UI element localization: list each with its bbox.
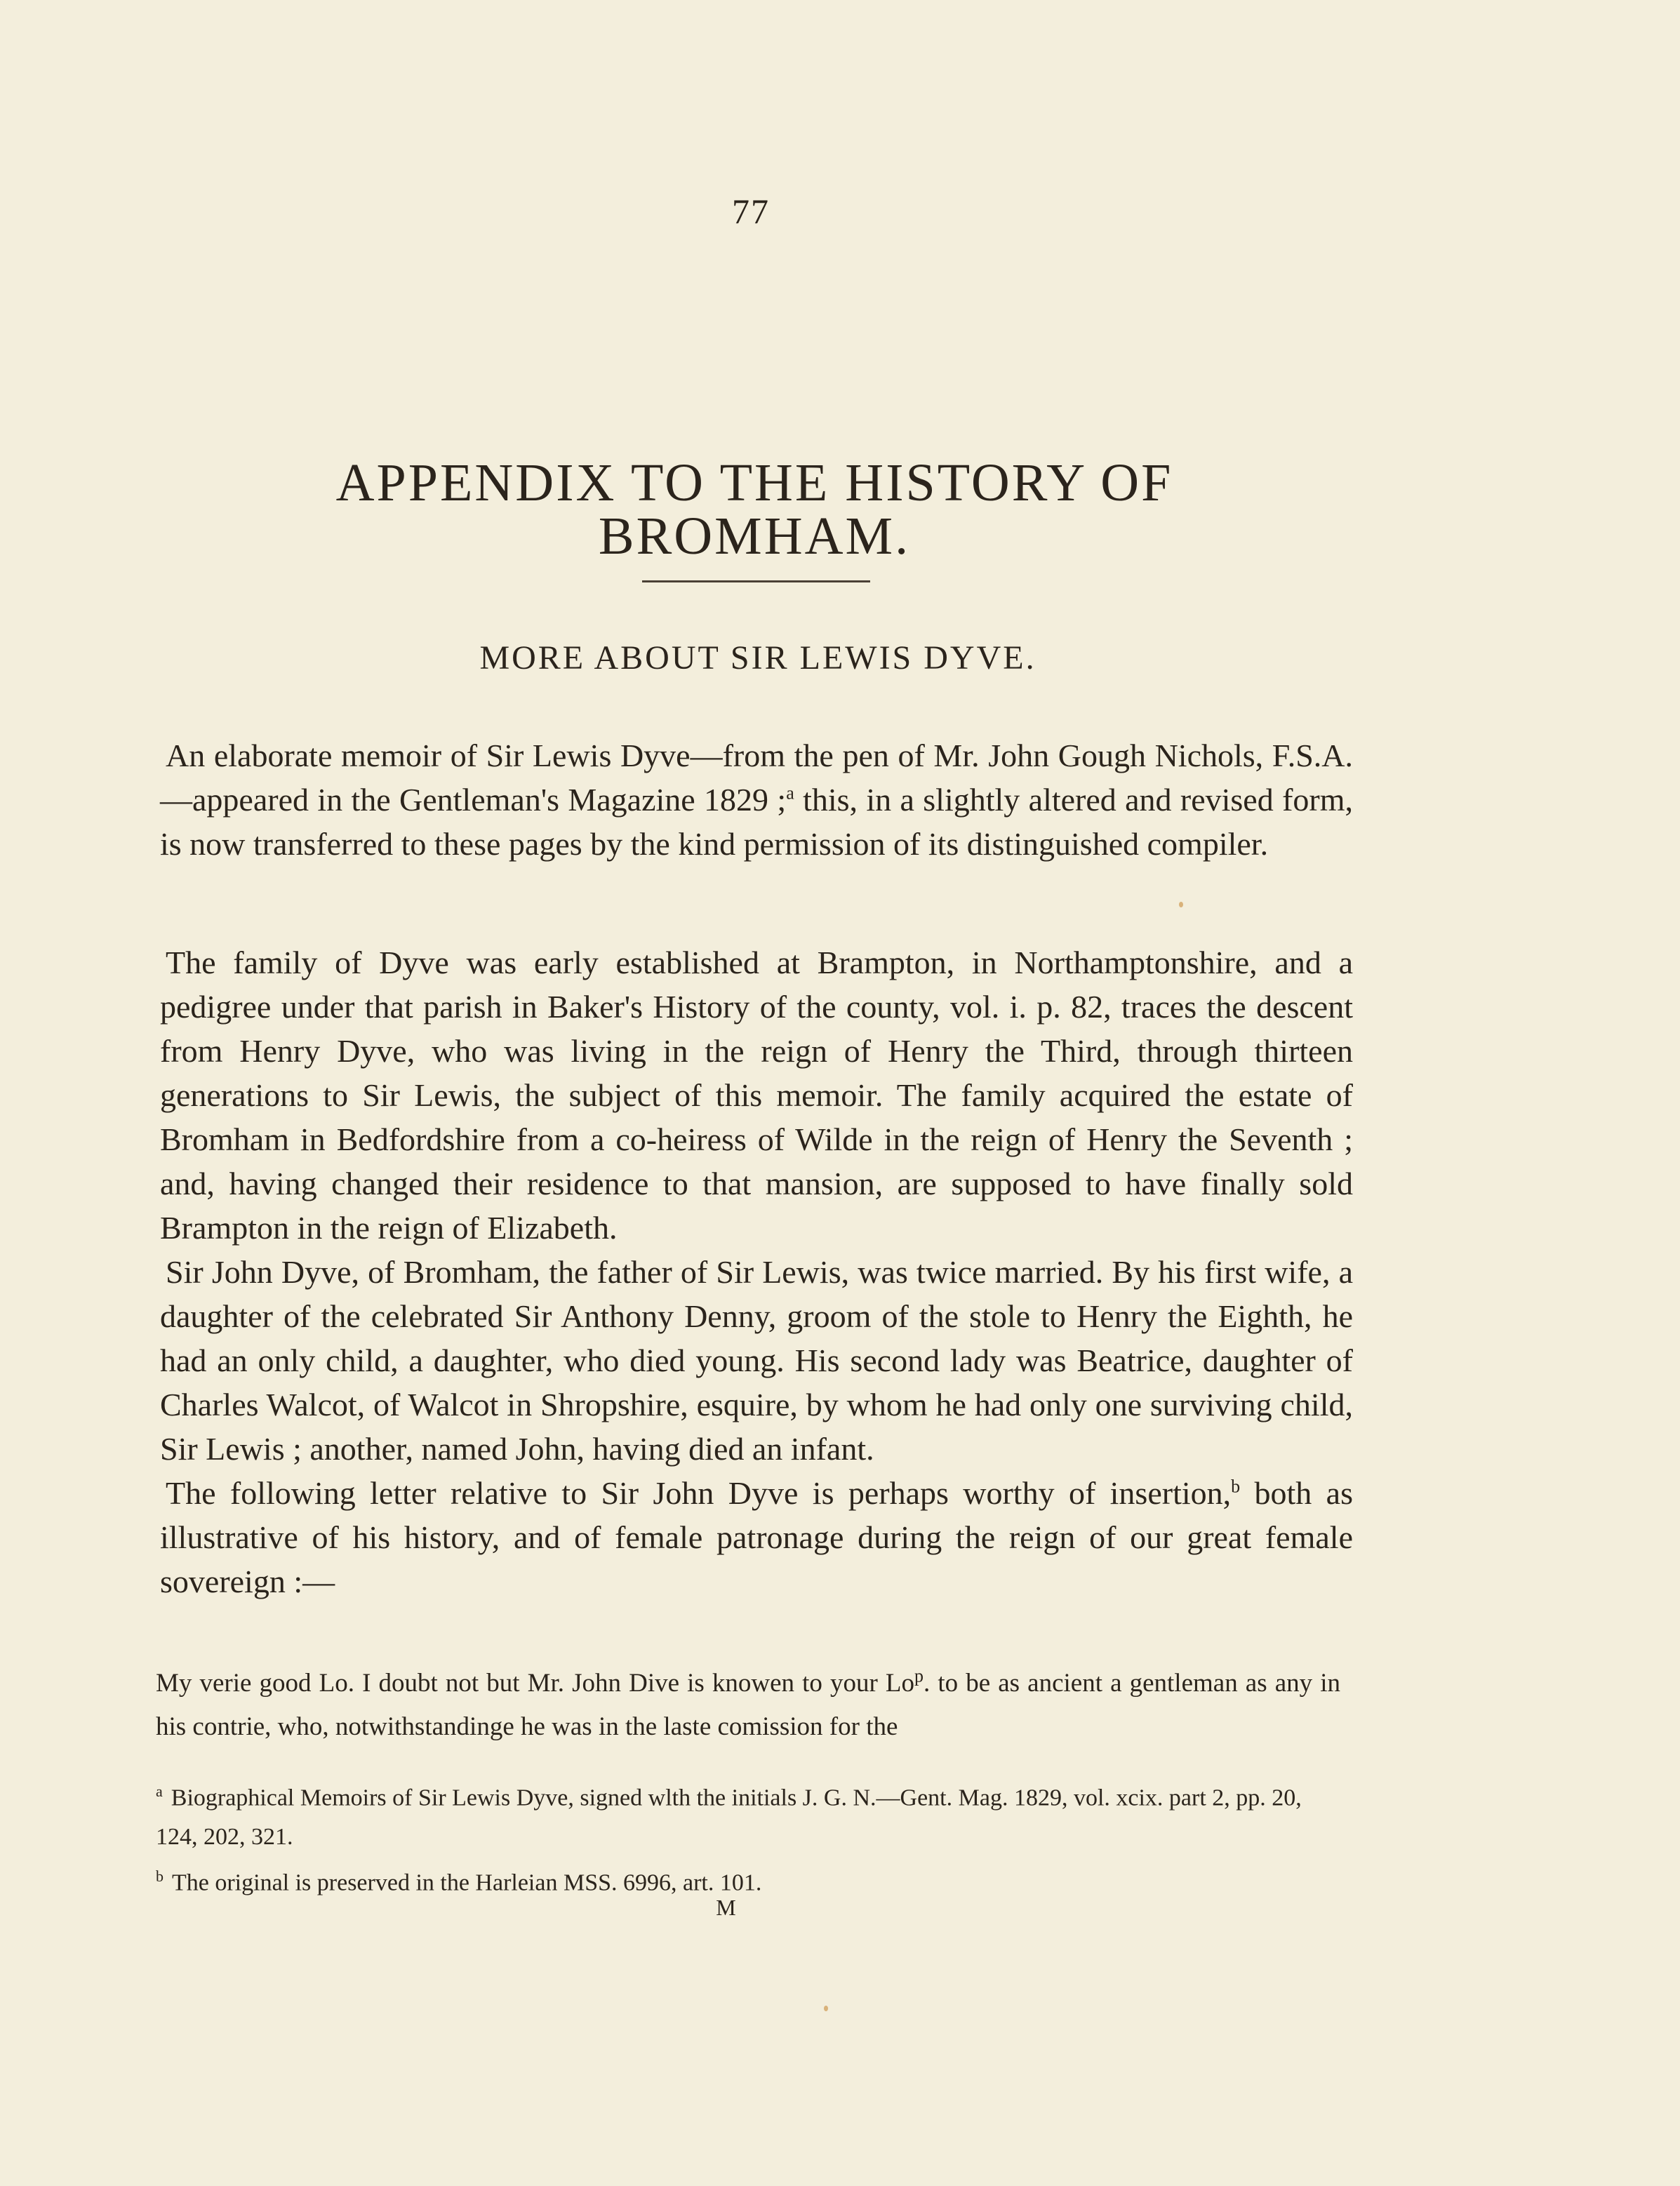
section-subtitle: MORE ABOUT SIR LEWIS DYVE.	[479, 639, 1036, 677]
title-divider-rule	[642, 580, 870, 582]
intro-text-start: An elaborate memoir of Sir Lewis Dyve—from the pen of Mr. John Gough Nichols, F.S.A.—appeared in the Gentleman's Magazine 1829 ;	[160, 738, 1353, 818]
footnote-ref-a: a	[786, 782, 794, 804]
intro-paragraph	[160, 733, 1353, 866]
letter-text-start: My verie good Lo. I doubt not but Mr. John Dive is knowen to your Lo	[156, 1669, 915, 1698]
footnote-text-a: Biographical Memoirs of Sir Lewis Dyve, signed wlth the initials J. G. N.—Gent. Mag. 1829, vol. xcix. part 2, pp. 20, 124, 202, 321.	[156, 1785, 1302, 1851]
sir-john-paragraph: Sir John Dyve, of Bromham, the father of Sir Lewis, was twice married. By his first wife, a daughter of the celebrated Sir Anthony Denny, groom of the stole to Henry the Eighth, he had an only child, a daughter, who died young. His second lady was Beatrice, daughter of Charles Walcot, of Walcot in Shropshire, esquire, by whom he had only one surviving child, Sir Lewis ; another, named John, having died an infant.	[160, 1254, 1353, 1467]
page-number: 77	[732, 192, 770, 231]
footnotes	[156, 1772, 1342, 1903]
intro-text-end: this, in a slightly altered and revised form, is now transferred to these pages by the kind permission of its distinguished compiler.	[160, 782, 1353, 862]
footnote-marker-a: a	[156, 1782, 163, 1800]
letter-intro-start: The following letter relative to Sir John Dyve is perhaps worthy of insertion,	[166, 1475, 1232, 1511]
footnote-a	[156, 1772, 1342, 1857]
family-paragraph: The family of Dyve was early established at Brampton, in Northamptonshire, and a pedigree under that parish in Baker's History of the county, vol. i. p. 82, traces the descent from Henry Dyve, who was living in the reign of Henry the Third, through thirteen generations to Sir Lewis, the subject of this memoir. The family acquired the estate of Bromham in Bedfordshire from a co-heiress of Wilde in the reign of Henry the Seventh ; and, having changed their residence to that mansion, are supposed to have finally sold Brampton in the reign of Elizabeth.	[160, 945, 1353, 1246]
letter-intro-end: both as illustrative of his history, and of female patronage during the reign of our great female sovereign :—	[160, 1475, 1353, 1599]
signature-mark: M	[716, 1895, 737, 1920]
letter-superscript: p	[914, 1665, 924, 1686]
main-text-block	[160, 940, 1353, 1604]
letter-text-end: . to be as ancient a gentleman as any in his contrie, who, notwithstandinge he was in the laste comission for the	[156, 1669, 1340, 1741]
footnote-marker-b: b	[156, 1867, 164, 1886]
footnote-text-b: The original is preserved in the Harleian MSS. 6996, art. 101.	[172, 1870, 762, 1896]
page-title: APPENDIX TO THE HISTORY OF BROMHAM.	[335, 453, 1173, 566]
letter-intro-paragraph	[160, 1471, 1353, 1604]
paper-speck	[1179, 902, 1183, 907]
footnote-ref-b: b	[1231, 1476, 1241, 1497]
paper-speck	[824, 2006, 828, 2011]
quoted-letter	[156, 1662, 1340, 1749]
